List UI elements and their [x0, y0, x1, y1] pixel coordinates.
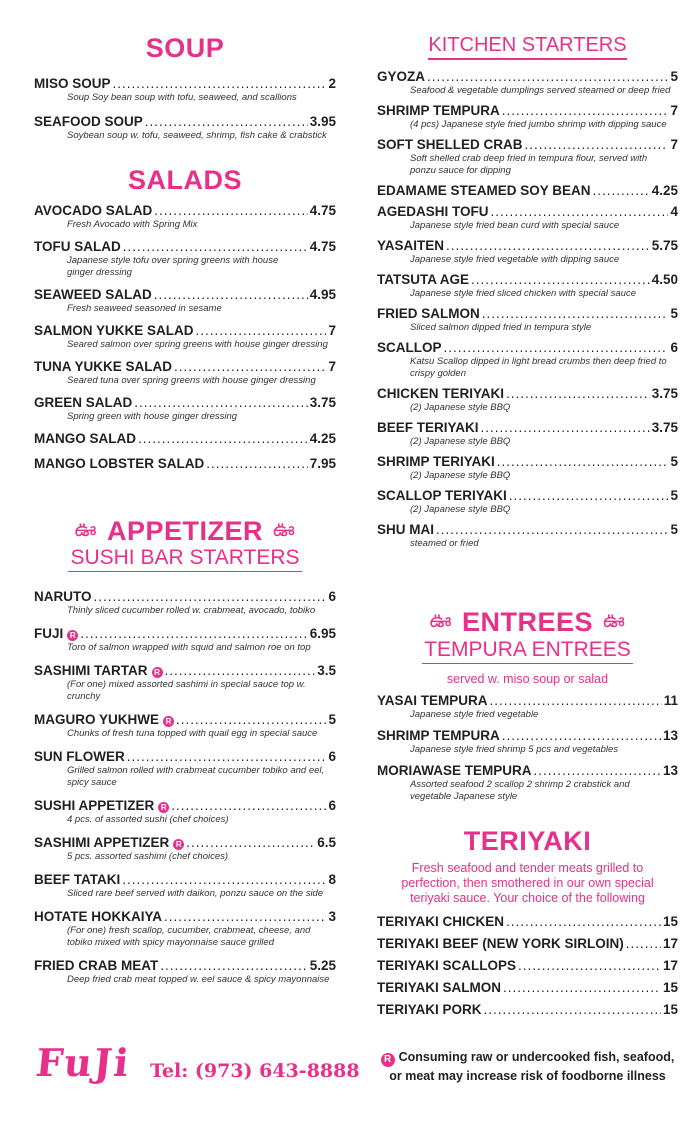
raw-warning-icon: R [158, 802, 169, 813]
menu-item [34, 589, 336, 617]
item-name: EDAMAME STEAMED SOY BEAN [377, 183, 591, 198]
item-desc: Japanese style fried vegetable [410, 709, 539, 720]
menu-item [377, 272, 678, 300]
menu-item [34, 712, 336, 740]
item-name: TERIYAKI CHICKEN [377, 914, 505, 929]
item-name: FRIED CRAB MEAT [34, 958, 159, 973]
item-name: MAGURO YUKHWE [34, 712, 160, 727]
item-desc: Katsu Scallop dipped in light bread crumbs then deep fried to crispy golden [410, 356, 667, 379]
item-desc: (4 pcs) Japanese style fried jumbo shrimp with dipping sauce [410, 119, 667, 130]
menu-item [377, 238, 678, 266]
item-name: SHU MAI [377, 522, 434, 537]
item-name: SOFT SHELLED CRAB [377, 137, 523, 152]
item-price: 4.50 [651, 272, 678, 287]
item-name: SASHIMI TARTAR [34, 663, 148, 678]
menu-item [34, 872, 336, 900]
menu-item [377, 420, 678, 448]
menu-item [377, 386, 678, 414]
item-name: FUJI [34, 626, 64, 641]
item-price: 6.95 [309, 626, 336, 641]
menu-item [377, 914, 678, 930]
item-name: BEEF TERIYAKI [377, 420, 479, 435]
menu-item [34, 114, 336, 142]
menu-item [377, 522, 678, 550]
item-desc: Sliced rare beef served with daikon, ponzu sauce on the side [67, 888, 324, 899]
salads-heading: SALADS [127, 165, 242, 195]
item-price: 13 [662, 763, 678, 778]
item-price: 3.75 [309, 395, 336, 410]
item-price: 4 [670, 204, 678, 219]
menu-item [34, 323, 336, 351]
raw-warning-icon: R [163, 716, 174, 727]
item-name: SEAFOOD SOUP [34, 114, 143, 129]
item-desc: Spring green with house ginger dressing [67, 411, 238, 422]
menu-item [377, 306, 678, 334]
raw-food-warning [380, 1048, 675, 1085]
item-price: 7.95 [309, 456, 336, 471]
item-price: 6 [670, 340, 678, 355]
item-price: 5 [670, 488, 678, 503]
item-desc: Japanese style fried vegetable with dipping sauce [410, 254, 620, 265]
entrees-heading [377, 607, 678, 638]
item-price: 11 [663, 693, 678, 708]
soup-heading: SOUP [145, 33, 225, 63]
item-name: TERIYAKI SALMON [377, 980, 502, 995]
item-price: 4.25 [651, 183, 678, 198]
item-name: SHRIMP TEMPURA [377, 728, 500, 743]
swirl-ornament-icon: ఊ [429, 610, 452, 633]
appetizer-title: APPETIZER [106, 516, 264, 546]
teriyaki-heading: TERIYAKI [463, 826, 592, 856]
appetizer-heading [34, 516, 336, 547]
menu-item [34, 798, 336, 826]
item-desc: steamed or fried [410, 538, 479, 549]
item-name: AVOCADO SALAD [34, 203, 153, 218]
item-desc: Thinly sliced cucumber rolled w. crabmeat, avocado, tobiko [67, 605, 316, 616]
item-desc: Soup Soy bean soup with tofu, seaweed, and scallions [67, 92, 297, 103]
teriyaki-section [377, 914, 678, 1018]
item-desc: Japanese style fried shrimp 5 pcs and vegetables [410, 744, 619, 755]
item-name: SEAWEED SALAD [34, 287, 152, 302]
item-name: AGEDASHI TOFU [377, 204, 489, 219]
swirl-ornament-icon: ఊ [74, 519, 97, 542]
item-name: TUNA YUKKE SALAD [34, 359, 173, 374]
warning-text: Consuming raw or undercooked fish, seafood, or meat may increase risk of foodborne illness [389, 1050, 675, 1083]
menu-item [34, 239, 336, 279]
item-price: 3.5 [317, 663, 336, 678]
item-name: TERIYAKI PORK [377, 1002, 482, 1017]
item-desc: Assorted seafood 2 scallop 2 shrimp 2 crabstick and vegetable Japanese style [410, 779, 630, 802]
menu-item [377, 103, 678, 131]
item-price: 5 [670, 306, 678, 321]
item-desc: Japanese style fried sliced chicken with special sauce [410, 288, 637, 299]
item-price: 3.75 [651, 386, 678, 401]
tempura-entrees-title: TEMPURA ENTREES [422, 638, 633, 664]
menu-item [377, 340, 678, 380]
item-name: YASAI TEMPURA [377, 693, 488, 708]
item-name: SHRIMP TERIYAKI [377, 454, 495, 469]
item-name: YASAITEN [377, 238, 445, 253]
item-price: 3.95 [309, 114, 336, 129]
menu-item [377, 958, 678, 974]
menu-item [377, 488, 678, 516]
item-name: SCALLOP [377, 340, 442, 355]
item-price: 3.75 [651, 420, 678, 435]
menu-item [34, 626, 336, 654]
item-desc: (2) Japanese style BBQ [410, 402, 511, 413]
teriyaki-note: Fresh seafood and tender meats grilled to perfection, then smothered in our own special teriyaki sauce. Your choice of the following [401, 861, 654, 905]
item-price: 7 [670, 137, 678, 152]
appetizer-section [34, 589, 336, 986]
menu-item [377, 728, 678, 756]
item-price: 15 [662, 1002, 678, 1017]
fuji-logo: FuJi [33, 1040, 133, 1085]
item-price: 6 [328, 589, 336, 604]
item-desc: 4 pcs. of assorted sushi (chef choices) [67, 814, 229, 825]
item-price: 7 [328, 359, 336, 374]
item-price: 2 [328, 76, 336, 91]
item-name: MISO SOUP [34, 76, 111, 91]
menu-item [377, 69, 678, 97]
item-price: 4.95 [309, 287, 336, 302]
menu-item [34, 359, 336, 387]
entrees-section [377, 693, 678, 803]
appetizer-subtitle: SUSHI BAR STARTERS [68, 546, 301, 572]
item-price: 4.75 [309, 203, 336, 218]
menu-item [377, 1002, 678, 1018]
item-price: 5 [670, 69, 678, 84]
phone-number: Tel: (973) 643-8888 [150, 1060, 360, 1082]
item-price: 7 [670, 103, 678, 118]
swirl-ornament-icon: ఊ [603, 610, 626, 633]
item-name: HOTATE HOKKAIYA [34, 909, 163, 924]
item-name: TERIYAKI SCALLOPS [377, 958, 517, 973]
menu-item [377, 204, 678, 232]
entrees-title: ENTREES [461, 607, 594, 637]
item-price: 8 [328, 872, 336, 887]
item-price: 7 [328, 323, 336, 338]
entrees-note: served w. miso soup or salad [446, 672, 609, 686]
item-price: 4.25 [309, 431, 336, 446]
item-price: 5 [670, 454, 678, 469]
menu-item [34, 395, 336, 423]
tempura-entrees-heading [377, 638, 678, 664]
kitchen-starters-heading [377, 34, 678, 60]
menu-item [34, 663, 336, 703]
item-desc: (For one) fresh scallop, cucumber, crabmeat, cheese, and tobiko mixed with spicy mayonnaise sauce grilled [67, 925, 311, 948]
item-name: BEEF TATAKI [34, 872, 121, 887]
menu-item [377, 183, 678, 199]
menu-item [34, 203, 336, 231]
item-price: 5.75 [651, 238, 678, 253]
item-price: 6 [328, 749, 336, 764]
menu-item [34, 76, 336, 104]
kitchen-starters-title: KITCHEN STARTERS [428, 34, 626, 60]
item-desc: Seared salmon over spring greens with house ginger dressing [67, 339, 328, 350]
item-name: MORIAWASE TEMPURA [377, 763, 532, 778]
item-desc: Chunks of fresh tuna topped with quail egg in special sauce [67, 728, 318, 739]
item-name: SUSHI APPETIZER [34, 798, 155, 813]
item-desc: Grilled salmon rolled with crabmeat cucumber tobiko and eel, spicy sauce [67, 765, 325, 788]
raw-warning-icon: R [173, 839, 184, 850]
item-name: NARUTO [34, 589, 92, 604]
menu-item [34, 958, 336, 986]
kitchen-starters-section [377, 69, 678, 550]
item-price: 4.75 [309, 239, 336, 254]
item-desc: Sliced salmon dipped fried in tempura style [410, 322, 592, 333]
item-desc: (For one) mixed assorted sashimi in special sauce top w. crunchy [67, 679, 306, 702]
appetizer-subheading [34, 546, 336, 572]
item-desc: Fresh Avocado with Spring Mix [67, 219, 198, 230]
menu-item [377, 693, 678, 721]
menu-item [34, 909, 336, 949]
item-desc: Seared tuna over spring greens with house ginger dressing [67, 375, 316, 386]
item-price: 6.5 [317, 835, 336, 850]
item-desc: Fresh seaweed seasoned in sesame [67, 303, 222, 314]
item-price: 13 [662, 728, 678, 743]
item-desc: Japanese style fried bean curd with special sauce [410, 220, 620, 231]
item-name: SUN FLOWER [34, 749, 125, 764]
item-price: 6 [328, 798, 336, 813]
item-desc: Soft shelled crab deep fried in tempura flour, served with ponzu sauce for dipping [410, 153, 648, 176]
item-price: 5 [328, 712, 336, 727]
item-price: 5.25 [309, 958, 336, 973]
menu-item [34, 456, 336, 472]
swirl-ornament-icon: ఊ [273, 519, 296, 542]
menu-item [34, 835, 336, 863]
menu-item [34, 749, 336, 789]
item-name: TATSUTA AGE [377, 272, 469, 287]
item-name: SHRIMP TEMPURA [377, 103, 500, 118]
menu-item [377, 454, 678, 482]
item-desc: (2) Japanese style BBQ [410, 470, 511, 481]
item-name: SCALLOP TERIYAKI [377, 488, 507, 503]
item-name: SALMON YUKKE SALAD [34, 323, 194, 338]
item-desc: (2) Japanese style BBQ [410, 504, 511, 515]
raw-warning-icon: R [152, 667, 163, 678]
item-name: SASHIMI APPETIZER [34, 835, 170, 850]
item-name: FRIED SALMON [377, 306, 480, 321]
item-price: 5 [670, 522, 678, 537]
soup-section [34, 76, 336, 142]
item-name: GYOZA [377, 69, 426, 84]
item-desc: (2) Japanese style BBQ [410, 436, 511, 447]
item-price: 15 [662, 914, 678, 929]
item-name: TOFU SALAD [34, 239, 121, 254]
salads-section [34, 203, 336, 472]
item-desc: Japanese style tofu over spring greens with house ginger dressing [67, 255, 279, 278]
item-desc: Toro of salmon wrapped with squid and salmon roe on top [67, 642, 311, 653]
item-price: 15 [662, 980, 678, 995]
item-name: CHICKEN TERIYAKI [377, 386, 505, 401]
item-name: MANGO SALAD [34, 431, 136, 446]
menu-item [377, 137, 678, 177]
raw-warning-icon: R [67, 630, 78, 641]
menu-item [34, 287, 336, 315]
item-desc: 5 pcs. assorted sashimi (chef choices) [67, 851, 229, 862]
item-price: 17 [662, 958, 678, 973]
menu-item [377, 936, 678, 952]
menu-item [377, 763, 678, 803]
item-desc: Seafood & vegetable dumplings served steamed or deep fried [410, 85, 671, 96]
raw-warning-icon: R [381, 1053, 395, 1067]
item-name: MANGO LOBSTER SALAD [34, 456, 205, 471]
menu-item [377, 980, 678, 996]
item-price: 3 [328, 909, 336, 924]
item-price: 17 [662, 936, 678, 951]
item-name: TERIYAKI BEEF (NEW YORK SIRLOIN) [377, 936, 624, 951]
item-desc: Soybean soup w. tofu, seaweed, shrimp, fish cake & crabstick [67, 130, 327, 141]
item-name: GREEN SALAD [34, 395, 133, 410]
item-desc: Deep fried crab meat topped w. eel sauce & spicy mayonnaise [67, 974, 330, 985]
menu-item [34, 431, 336, 447]
